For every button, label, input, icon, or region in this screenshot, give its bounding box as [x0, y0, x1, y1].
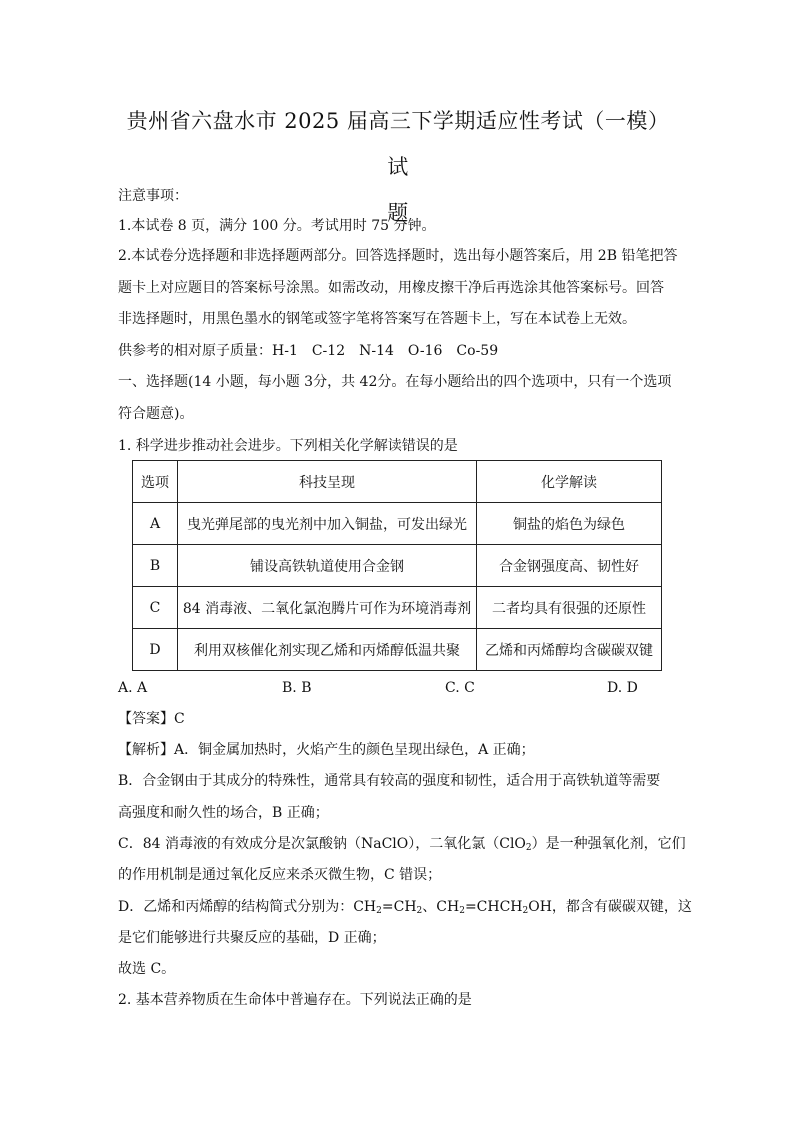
- table-cell: B: [133, 545, 178, 587]
- question-2-stem: 2. 基本营养物质在生命体中普遍存在。下列说法正确的是: [118, 992, 472, 1008]
- text-run: D．乙烯和丙烯醇的结构简式分别为：CH: [118, 899, 377, 915]
- table-cell: C: [133, 587, 178, 629]
- subscript: 2: [525, 843, 532, 853]
- table-row: [133, 545, 662, 587]
- question-1-table: [132, 460, 662, 671]
- atomic-masses: 供参考的相对原子质量：H-1 C-12 N-14 O-16 Co-59: [118, 343, 499, 359]
- table-cell: 合金钢强度高、韧性好: [477, 545, 662, 587]
- table-header-row: [133, 461, 662, 503]
- subscript: 2: [416, 906, 423, 916]
- table-header-cell: 化学解读: [477, 461, 662, 503]
- table-cell: A: [133, 503, 178, 545]
- text-run: ）是一种强氧化剂，它们: [531, 836, 686, 852]
- subscript: 2: [522, 906, 529, 916]
- text-run: =CHCH: [464, 899, 523, 915]
- option-c: C. C: [445, 680, 475, 696]
- text-run: =CH: [381, 899, 417, 915]
- title-line-2: 题: [387, 201, 409, 225]
- note-item-2-line-2: 题卡上对应题目的答案标号涂黑。如需改动，用橡皮擦干净后再选涂其他答案标号。回答: [118, 280, 664, 296]
- option-d: D. D: [607, 680, 638, 696]
- answer: 【答案】C: [118, 711, 185, 727]
- text-run: C．84 消毒液的有效成分是次氯酸钠（NaClO），二氧化氯（ClO: [118, 836, 526, 852]
- table-cell: 曳光弹尾部的曳光剂中加入铜盐，可发出绿光: [178, 503, 477, 545]
- table-row: [133, 629, 662, 671]
- table-cell: 铜盐的焰色为绿色: [477, 503, 662, 545]
- notes-heading: 注意事项：: [118, 188, 188, 204]
- table-row: [133, 503, 662, 545]
- option-b: B. B: [282, 680, 312, 696]
- text-run: 、CH: [422, 899, 460, 915]
- analysis-line-1: 【解析】A．铜金属加热时，火焰产生的颜色呈现出绿色，A 正确；: [118, 742, 535, 758]
- table-row: [133, 587, 662, 629]
- analysis-line-7: 是它们能够进行共聚反应的基础，D 正确；: [118, 930, 386, 946]
- table-header-cell: 科技呈现: [178, 461, 477, 503]
- table-header-cell: 选项: [133, 461, 178, 503]
- subscript: 2: [376, 906, 382, 916]
- subscript: 2: [459, 906, 465, 916]
- table-cell: 铺设高铁轨道使用合金钢: [178, 545, 477, 587]
- note-item-2-line-3: 非选择题时，用黑色墨水的钢笔或签字笔将答案写在答题卡上，写在本试卷上无效。: [118, 311, 636, 327]
- analysis-line-8: 故选 C。: [118, 961, 176, 977]
- note-item-1: 1.本试卷 8 页，满分 100 分。考试用时 75 分钟。: [118, 218, 436, 234]
- table-cell: 乙烯和丙烯醇均含碳碳双键: [477, 629, 662, 671]
- table-cell: 利用双核催化剂实现乙烯和丙烯醇低温共聚: [178, 629, 477, 671]
- analysis-line-2: B．合金钢由于其成分的特殊性，通常具有较高的强度和韧性，适合用于高铁轨道等需要: [118, 773, 661, 789]
- table-cell: 84 消毒液、二氧化氯泡腾片可作为环境消毒剂: [178, 587, 477, 629]
- analysis-line-4: [118, 834, 686, 854]
- table-cell: D: [133, 629, 178, 671]
- option-a: A. A: [118, 680, 148, 696]
- table-cell: 二者均具有很强的还原性: [477, 587, 662, 629]
- analysis-line-5: 的作用机制是通过氧化反应来杀灭微生物，C 错误；: [118, 867, 442, 883]
- analysis-line-6: [118, 897, 692, 917]
- text-run: OH，都含有碳碳双键，这: [528, 899, 692, 915]
- section-heading-line-1: 一、选择题(14 小题，每小题 3分，共 42分。在每小题给出的四个选项中，只有一个选项: [118, 374, 672, 390]
- analysis-line-3: 高强度和耐久性的场合，B 正确；: [118, 805, 329, 821]
- title-line-1: 贵州省六盘水市 2025 届高三下学期适应性考试（一模）试: [126, 109, 670, 179]
- note-item-2-line-1: 2.本试卷分选择题和非选择题两部分。回答选择题时，选出每小题答案后，用 2B 铅笔把答: [118, 248, 678, 264]
- question-1-stem: 1. 科学进步推动社会进步。下列相关化学解读错误的是: [118, 438, 458, 454]
- section-heading-line-2: 符合题意)。: [118, 406, 194, 422]
